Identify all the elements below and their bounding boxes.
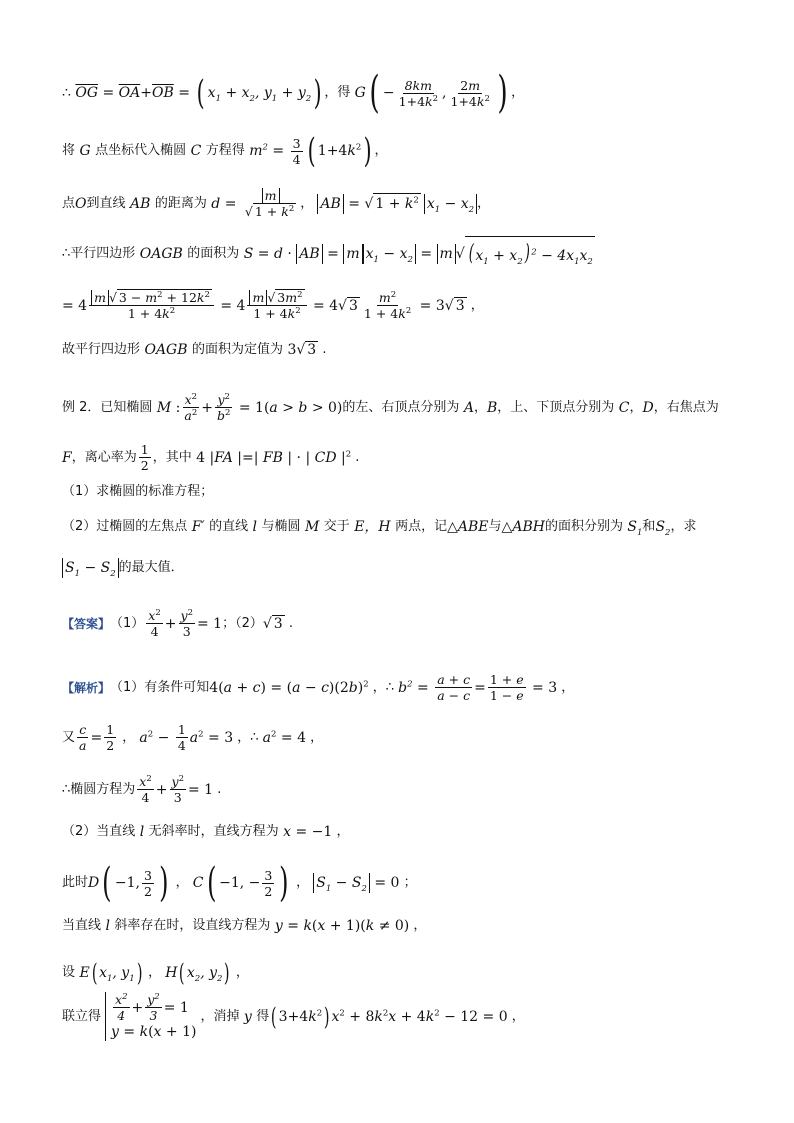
answer-part-1: （1）: [110, 615, 145, 631]
line-area-compute: = 4 $\frac{m √ 3 - m^2 + 12k^2}{1 + 4k^2}$ = 4 $\frac{m √ 3m^2}{1 + 4k^2}$ = 4√ 3 $\frac{m^2}{1 + 4k^2}$ = 3√ 3 ，: [62, 289, 484, 321]
text-eccentricity: ，离心率为: [71, 449, 137, 465]
text-area-constant: 的面积为定值为: [191, 342, 283, 357]
answer-tag: 【答案】: [62, 616, 111, 631]
solution-text-6a: 当直线: [62, 918, 102, 933]
fraction-x2-a2: $\frac{x^2}{a^2}$: [184, 391, 198, 423]
fraction-y2-3: $\frac{y^2}{3}$: [180, 607, 193, 639]
solution-line-5: 此时 D ( −1, $\frac{3}{2}$ ) ， C ( −1, − $\frac{3}{2}$ ) ， $S_1 - S_2$ = 0 ；: [62, 860, 417, 906]
text-area-is: 的面积为: [187, 245, 240, 261]
question-2-continued: $S_1 - S_2$ 的最大值．: [62, 558, 184, 578]
fraction-area-2: $\frac{m √ 3m^2}{1 + 4k^2}$: [247, 290, 306, 321]
example-2-statement: 例 2．已知椭圆 M : $\frac{x^2}{a^2}$ + $\frac{y^2}{b^2}$ = 1(a > b > 0) 的左、右顶点分别为 A ， B ，上、下顶点分别为 C ， D ，右焦点为: [62, 391, 719, 423]
line-distance: 点 O 到直线 AB 的距离为 d = $\frac{m}{√ 1 + k^2}$ ， AB = √ $1 + k^2$ $x_1 - x_2$ ，: [62, 188, 491, 219]
fraction-y2-b2: $\frac{y^2}{b^2}$: [216, 391, 231, 423]
fraction-distance: $\frac{m}{√ 1 + k^2}$: [244, 188, 295, 219]
fraction-half-2: $\frac{1}{2}$: [106, 722, 115, 753]
text-where: ，其中: [152, 449, 192, 465]
solution-text-8c: 得: [256, 1008, 270, 1024]
question-2-text-c: 与椭圆: [261, 519, 301, 534]
fraction-ac: $\frac{a + c}{a - c}$: [437, 672, 471, 703]
question-2-text-i: ，求: [670, 519, 697, 534]
text-left-right-vertices: 的左、右顶点分别为: [342, 399, 460, 415]
question-2-text-f: 与: [488, 519, 502, 534]
solution-text-7: 设: [62, 965, 76, 980]
solution-text-1: （1）有条件可知: [110, 679, 210, 695]
fraction-3-2-neg: $\frac{3}{2}$: [264, 867, 273, 899]
fraction-half: $\frac{1}{2}$: [140, 442, 149, 473]
question-2-text-e: 两点，记: [395, 519, 448, 534]
fraction-three-quarters: $\frac{3}{4}$: [292, 135, 301, 167]
text-jiang: 将: [62, 143, 76, 158]
question-2: （2）过椭圆的左焦点 F′ 的直线 l 与椭圆 M 交于 E，H 两点，记 △ABE 与 △ABH 的面积分别为 $S_1$ 和 $S_2$ ，求: [62, 519, 697, 538]
text-to-line: 到直线: [86, 195, 126, 211]
text-distance-is: 的距离为: [154, 195, 207, 211]
solution-text-3: ∴椭圆方程为: [62, 781, 136, 797]
solution-line-3: ∴椭圆方程为 $\frac{x^2}{4}$ + $\frac{y^2}{3}$ = 1 .: [62, 773, 222, 805]
solution-text-6b: 斜率存在时，设直线方程为: [114, 918, 271, 933]
question-1: [62, 482, 213, 502]
fraction-area-3: $\frac{m^2}{1 + 4k^2}$: [363, 289, 412, 321]
solution-line-2: 又 $\frac{c}{a}$ = $\frac{1}{2}$ ， $a^2$ − $\frac{1}{4}$ $a^2 = 3$ ，∴ $a^2 = 4$ ，: [62, 722, 324, 753]
solution-text-2: 又: [62, 729, 76, 745]
fraction-quarter: $\frac{1}{4}$: [177, 722, 186, 753]
line-area-conclusion: 故平行四边形 OAGB 的面积为定值为 3√ 3 .: [62, 342, 327, 358]
solution-text-4a: （2）当直线: [62, 824, 136, 839]
question-2-text-h: 和: [642, 519, 656, 534]
example-2-label: 例 2．已知椭圆: [62, 399, 153, 415]
solution-tag: 【解析】: [62, 680, 111, 695]
question-1-text: （1）求椭圆的标准方程；: [62, 484, 214, 499]
fraction-x2-4-b: $\frac{x^2}{4}$: [139, 773, 152, 805]
text-point-coords: 点坐标代入椭圆: [95, 143, 187, 158]
vector-ob: $\overline{OB}$: [152, 85, 174, 101]
example-2-condition: F ，离心率为 $\frac{1}{2}$ ，其中 4 |FA |=| FB | · | CD $|^2$ .: [62, 442, 360, 473]
solution-text-8b: ，消掉: [200, 1008, 240, 1024]
line-substitute-g: 将 G 点坐标代入椭圆 C 方程得 $m^2$ = $\frac{3}{4}$ ( $1+4k^2$ ) ，: [62, 131, 388, 171]
solution-line-7: 设 E ( $x_1$, $y_1$ ) ， H ( $x_2$, $y_2$ ) ，: [62, 959, 249, 987]
question-2-text-d: 交于: [323, 519, 350, 534]
text-therefore-parallelogram: 故平行四边形: [62, 342, 141, 357]
solution-text-8a: 联立得: [62, 1008, 102, 1024]
solution-text-5: 此时: [62, 875, 89, 890]
line-area-formula: ∴平行四边形 OAGB 的面积为 S = d · AB = m $x_1 - x_2$ = m √ ( $x_1 + x_2$) $^2 - 4x_1x_2$: [62, 236, 595, 271]
solution-text-4b: 无斜率时，直线方程为: [148, 824, 279, 839]
fraction-x2-4: $\frac{x^2}{4}$: [148, 607, 161, 639]
fraction-e: $\frac{1 + e}{1 - e}$: [489, 672, 524, 703]
text-right-focus: ，右焦点为: [653, 399, 719, 415]
text-equation-get: 方程得: [205, 143, 245, 158]
question-2-text-g: 的面积分别为: [544, 519, 623, 534]
fraction-area-1: $\frac{m √ 3 - m^2 + 12k^2}{1 + 4k^2}$: [89, 290, 214, 321]
text-point: 点: [62, 195, 76, 211]
line-og-vector: ∴ $\overline{OG}$ = $\overline{OA}$ + $\overline{OB}$ = ( $x_1 + x_2$, $y_1 + y_2$ ) ，得 G ( − $\frac{8km}{1+4k^2}$ , $\frac{2m}{1+4k^2}$ ) ，: [62, 67, 525, 118]
solution-line-4: （2）当直线 l 无斜率时，直线方程为 x = −1 ，: [62, 824, 350, 840]
therefore-symbol: ∴: [62, 85, 76, 101]
fraction-gy: $\frac{2m}{1+4k^2}$: [450, 77, 490, 109]
question-2-text-j: 的最大值．: [118, 560, 184, 575]
text-top-bottom-vertices: ，上、下顶点分别为: [497, 399, 615, 415]
fraction-gx: $\frac{8km}{1+4k^2}$: [398, 77, 439, 109]
solution-line-6: 当直线 l 斜率存在时，设直线方程为 y = k(x + 1)(k ≠ 0) ，: [62, 918, 427, 934]
text-parallelogram: ∴平行四边形: [62, 245, 136, 261]
vector-oa: $\overline{OA}$: [118, 85, 141, 101]
fraction-3-2: $\frac{3}{2}$: [143, 867, 152, 899]
solution-line-1: 【解析】 （1）有条件可知 $4(a + c) = (a - c)(2b)^2$ ，∴ $b^2$ = $\frac{a + c}{a - c}$ = $\frac{1 + e}{1 - e}$ = 3 ，: [62, 672, 575, 703]
fraction-c-a: $\frac{c}{a}$: [79, 722, 87, 753]
equation-system: $\frac{x^2}{4}$ + $\frac{y^2}{3}$ = 1 y = k(x + 1): [105, 992, 196, 1041]
question-2-text-a: （2）过椭圆的左焦点: [62, 519, 188, 534]
vector-og: $\overline{OG}$: [75, 85, 99, 101]
question-2-text-b: 的直线: [209, 519, 249, 534]
answer-line: 【答案】 （1） $\frac{x^2}{4}$ + $\frac{y^2}{3}$ = 1 ；（2） √ 3 .: [62, 607, 293, 639]
solution-line-8: 联立得 $\frac{x^2}{4}$ + $\frac{y^2}{3}$ = 1 y = k(x + 1) ，消掉 y 得 ( $3+4k^2$ ) $x^2 + 8k^2x + 4k^2 - 12 = 0$ ，: [62, 991, 525, 1040]
answer-part-2: ；（2）: [222, 615, 263, 631]
fraction-y2-3-b: $\frac{y^2}{3}$: [171, 773, 184, 805]
